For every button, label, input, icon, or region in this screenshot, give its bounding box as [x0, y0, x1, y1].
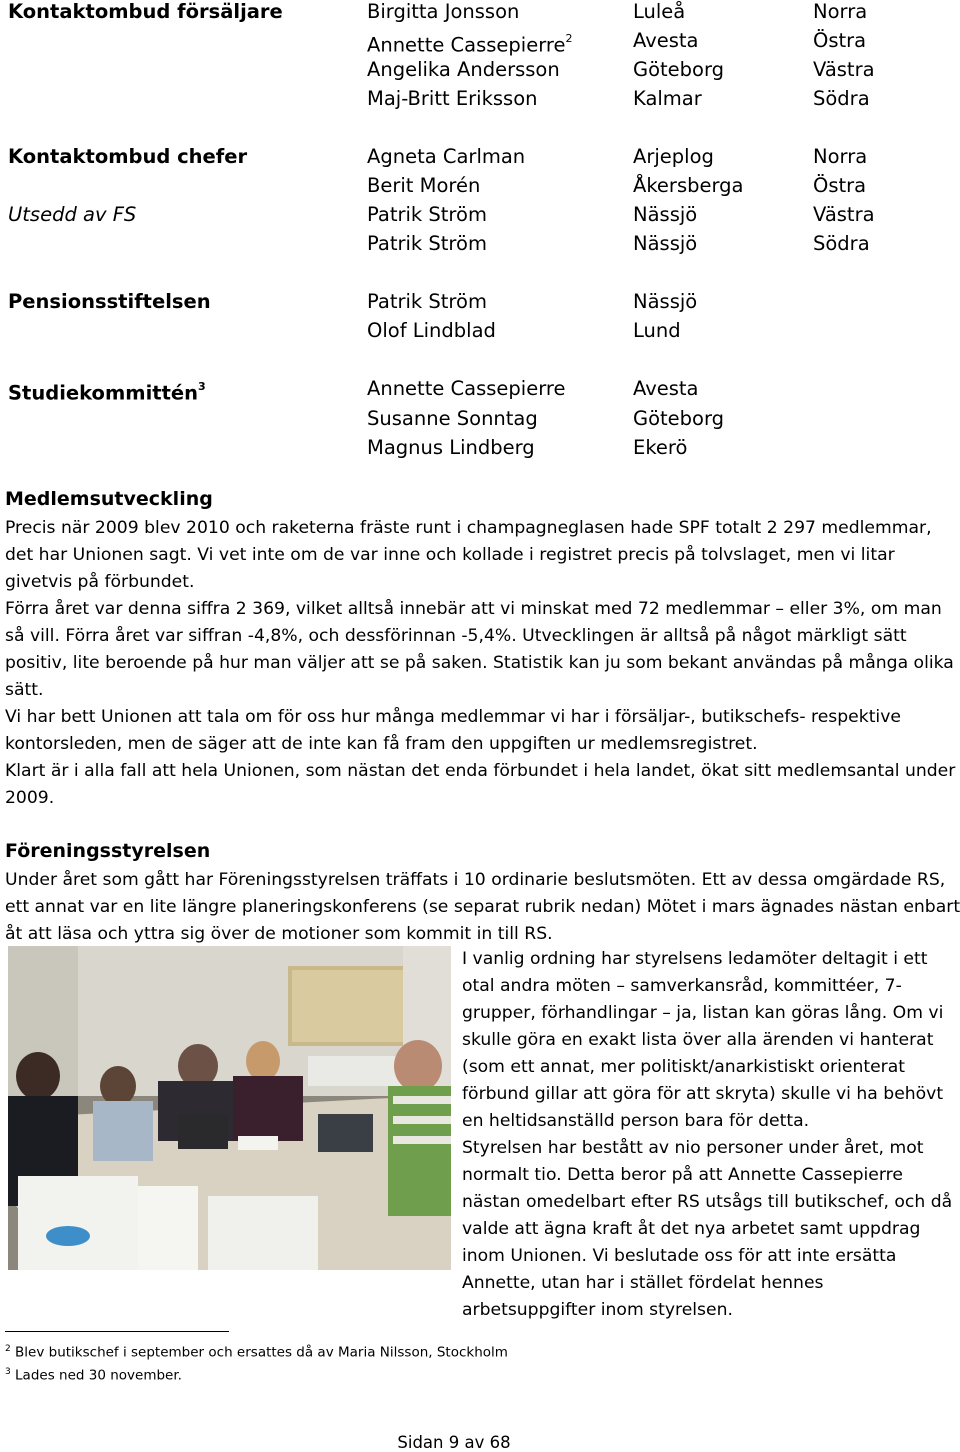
person-region: Norra — [813, 0, 868, 23]
person-region: Östra — [813, 29, 867, 52]
person-name: Patrik Ström — [367, 232, 487, 255]
footnote-3 — [5, 1363, 182, 1385]
managers-row-4 — [0, 229, 960, 258]
managers-row-3 — [0, 200, 960, 229]
board-side-paragraph: Styrelsen har bestått av nio personer under året, mot normalt tio. Detta beror på att Annette Cassepierre nästan omedelbart efter RS utsågs till butikschef, och då valde att ägna kraft åt det nya arbetet samt uppdrag inom Unionen. Vi beslutade oss för att inte ersätta Annette, utan har i stället fördelat hennes arbetsuppgifter inom styrelsen. — [462, 1138, 953, 1320]
person-region: Norra — [813, 145, 868, 168]
board-intro: Under året som gått har Föreningsstyrelsen träffats i 10 ordinarie beslutsmöten. Ett av dessa omgärdade RS, ett annat var en lite längre planeringskonferens (se separat rubrik nedan) Mötet i mars ägnades nästan enbart åt att läsa och yttra sig över de motioner som kommit in till RS. — [5, 870, 960, 944]
sales-label: Kontaktombud försäljare — [8, 0, 283, 23]
membership-paragraph: Klart är i alla fall att hela Unionen, som nästan det enda förbundet i hela landet, ökat sitt medlemsantal under 2009. — [5, 761, 956, 808]
person-city: Lund — [633, 319, 681, 342]
membership-paragraph: Precis när 2009 blev 2010 och raketerna fräste runt i champagneglasen hade SPF totalt 2 297 medlemmar, det har Unionen sagt. Vi vet inte om de var inne och kollade i registret precis på tolvslaget, men vi litar givetvis på förbundet. — [5, 518, 932, 592]
study-row-3 — [0, 433, 960, 462]
footnote-number: 2 — [5, 1344, 11, 1354]
board-side-text — [462, 946, 960, 1324]
managers-label: Kontaktombud chefer — [8, 145, 248, 168]
person-name: Patrik Ström — [367, 290, 487, 313]
person-region: Västra — [813, 58, 875, 81]
pension-row-1 — [0, 287, 960, 316]
person-city: Nässjö — [633, 203, 698, 226]
person-name-text: Annette Cassepierre — [367, 33, 566, 57]
membership-heading: Medlemsutveckling — [5, 488, 213, 510]
managers-sub-label: Utsedd av FS — [8, 203, 137, 226]
person-name: Agneta Carlman — [367, 145, 526, 168]
study-row-1 — [0, 374, 960, 403]
membership-paragraph: Förra året var denna siffra 2 369, vilket alltså innebär att vi minskat med 72 medlemmar – eller 3%, om man så vill. Förra året var siffran -4,8%, och dessförinnan -5,4%. Utvecklingen är alltså på något märkligt sätt positiv, lite beroende på hur man väljer att se på saken. Statistik kan ju som bekant användas på många olika sätt. — [5, 599, 954, 700]
meeting-photo-illustration — [8, 946, 451, 1270]
person-city: Arjeplog — [633, 145, 714, 168]
pension-label: Pensionsstiftelsen — [8, 290, 211, 313]
membership-paragraph: Vi har bett Unionen att tala om för oss hur många medlemmar vi har i försäljar-, butikschefs- respektive kontorsleden, men de säger att de inte kan få fram den uppgiften ur medlemsregistret. — [5, 707, 901, 754]
board-side-paragraph: I vanlig ordning har styrelsens ledamöter deltagit i ett otal andra möten – samverkansråd, kommittéer, 7-grupper, förhandlingar – ja, listan kan göras lång. Om vi skulle göra en exakt lista över alla ärenden vi hanterat (som ett annat, mer politiskt/anarkistiskt orienterat förbund gillar att göra för att skryta) skulle vi ha behövt en heltidsanställd person bara för detta. — [462, 949, 944, 1131]
person-city: Göteborg — [633, 58, 725, 81]
person-name: Olof Lindblad — [367, 319, 496, 342]
footnote-ref: 3 — [198, 380, 206, 393]
person-name: Maj-Britt Eriksson — [367, 87, 538, 110]
person-region: Östra — [813, 174, 867, 197]
sales-row-2 — [0, 26, 960, 55]
footnote-number: 3 — [5, 1367, 11, 1377]
footnote-2 — [5, 1340, 508, 1362]
study-label — [8, 374, 206, 408]
person-name: Susanne Sonntag — [367, 407, 538, 430]
page-number: Sidan 9 av 68 — [397, 1433, 511, 1452]
footnote-ref: 2 — [565, 32, 573, 45]
study-label-text: Studiekommittén — [8, 381, 199, 405]
person-name: Berit Morén — [367, 174, 481, 197]
person-city: Kalmar — [633, 87, 702, 110]
person-name: Patrik Ström — [367, 203, 487, 226]
pension-row-2 — [0, 316, 960, 345]
board-heading: Föreningsstyrelsen — [5, 840, 211, 862]
person-name: Magnus Lindberg — [367, 436, 535, 459]
person-name: Annette Cassepierre — [367, 377, 566, 400]
board-meeting-photo — [8, 946, 451, 1270]
footnote-divider — [5, 1331, 229, 1332]
study-row-2 — [0, 404, 960, 433]
person-region: Södra — [813, 87, 870, 110]
person-city: Avesta — [633, 29, 699, 52]
person-name: Angelika Andersson — [367, 58, 560, 81]
person-city: Avesta — [633, 377, 699, 400]
sales-row-1 — [0, 0, 960, 26]
managers-row-1 — [0, 142, 960, 171]
person-region: Södra — [813, 232, 870, 255]
membership-body — [5, 515, 960, 812]
person-region: Västra — [813, 203, 875, 226]
person-city: Luleå — [633, 0, 686, 23]
person-city: Åkersberga — [633, 174, 744, 197]
person-city: Nässjö — [633, 290, 698, 313]
person-name: Birgitta Jonsson — [367, 0, 520, 23]
managers-row-2 — [0, 171, 960, 200]
sales-row-4 — [0, 84, 960, 113]
footnote-text: Lades ned 30 november. — [15, 1367, 182, 1384]
sales-row-3 — [0, 55, 960, 84]
footnote-text: Blev butikschef i september och ersattes då av Maria Nilsson, Stockholm — [15, 1344, 508, 1361]
person-city: Göteborg — [633, 407, 725, 430]
person-city: Ekerö — [633, 436, 688, 459]
person-city: Nässjö — [633, 232, 698, 255]
